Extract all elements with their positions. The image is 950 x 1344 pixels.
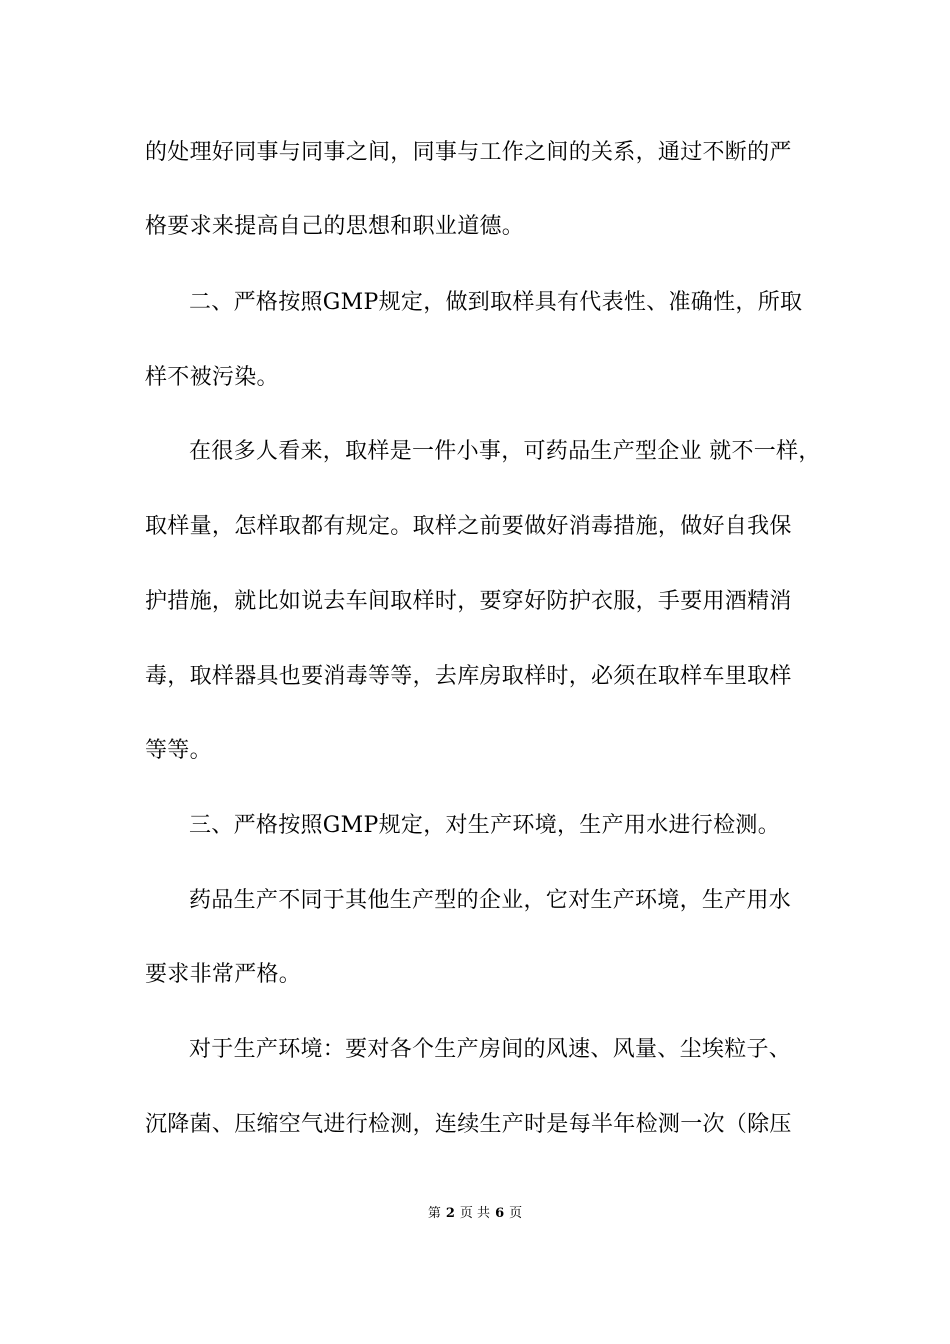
page-footer [0, 1206, 950, 1222]
text-line-4: 样不被污染。 [145, 365, 279, 390]
text-line-7: 护措施，就比如说去车间取样时，要穿好防护衣服，手要用酒精消 [145, 589, 792, 614]
text-line-1: 的处理好同事与同事之间，同事与工作之间的关系，通过不断的严 [145, 140, 792, 165]
text-line-9: 等等。 [145, 738, 212, 763]
footer-current-page: 2 [445, 1206, 455, 1221]
text-line-5: 在很多人看来，取样是一件小事，可药品生产型企业 就不一样， [189, 439, 821, 464]
footer-prefix: 第 [427, 1206, 441, 1221]
text-line-11: 药品生产不同于其他生产型的企业，它对生产环境，生产用水 [189, 888, 792, 913]
footer-total-pages: 6 [495, 1206, 505, 1221]
text-line-13: 对于生产环境：要对各个生产房间的风速、风量、尘埃粒子、 [189, 1037, 792, 1062]
footer-middle: 页 共 [459, 1206, 491, 1221]
footer-suffix: 页 [509, 1206, 523, 1221]
section-heading-3: 三、严格按照GMP规定，对生产环境，生产用水进行检测。 [189, 813, 781, 838]
text-line-14: 沉降菌、压缩空气进行检测，连续生产时是每半年检测一次（除压 [145, 1112, 792, 1137]
text-line-12: 要求非常严格。 [145, 962, 302, 987]
text-line-2: 格要求来提高自己的思想和职业道德。 [145, 214, 525, 239]
text-line-6: 取样量，怎样取都有规定。取样之前要做好消毒措施，做好自我保 [145, 514, 792, 539]
text-line-8: 毒，取样器具也要消毒等等，去库房取样时，必须在取样车里取样 [145, 664, 792, 689]
section-heading-2: 二、严格按照GMP规定，做到取样具有代表性、准确性，所取 [189, 290, 803, 315]
